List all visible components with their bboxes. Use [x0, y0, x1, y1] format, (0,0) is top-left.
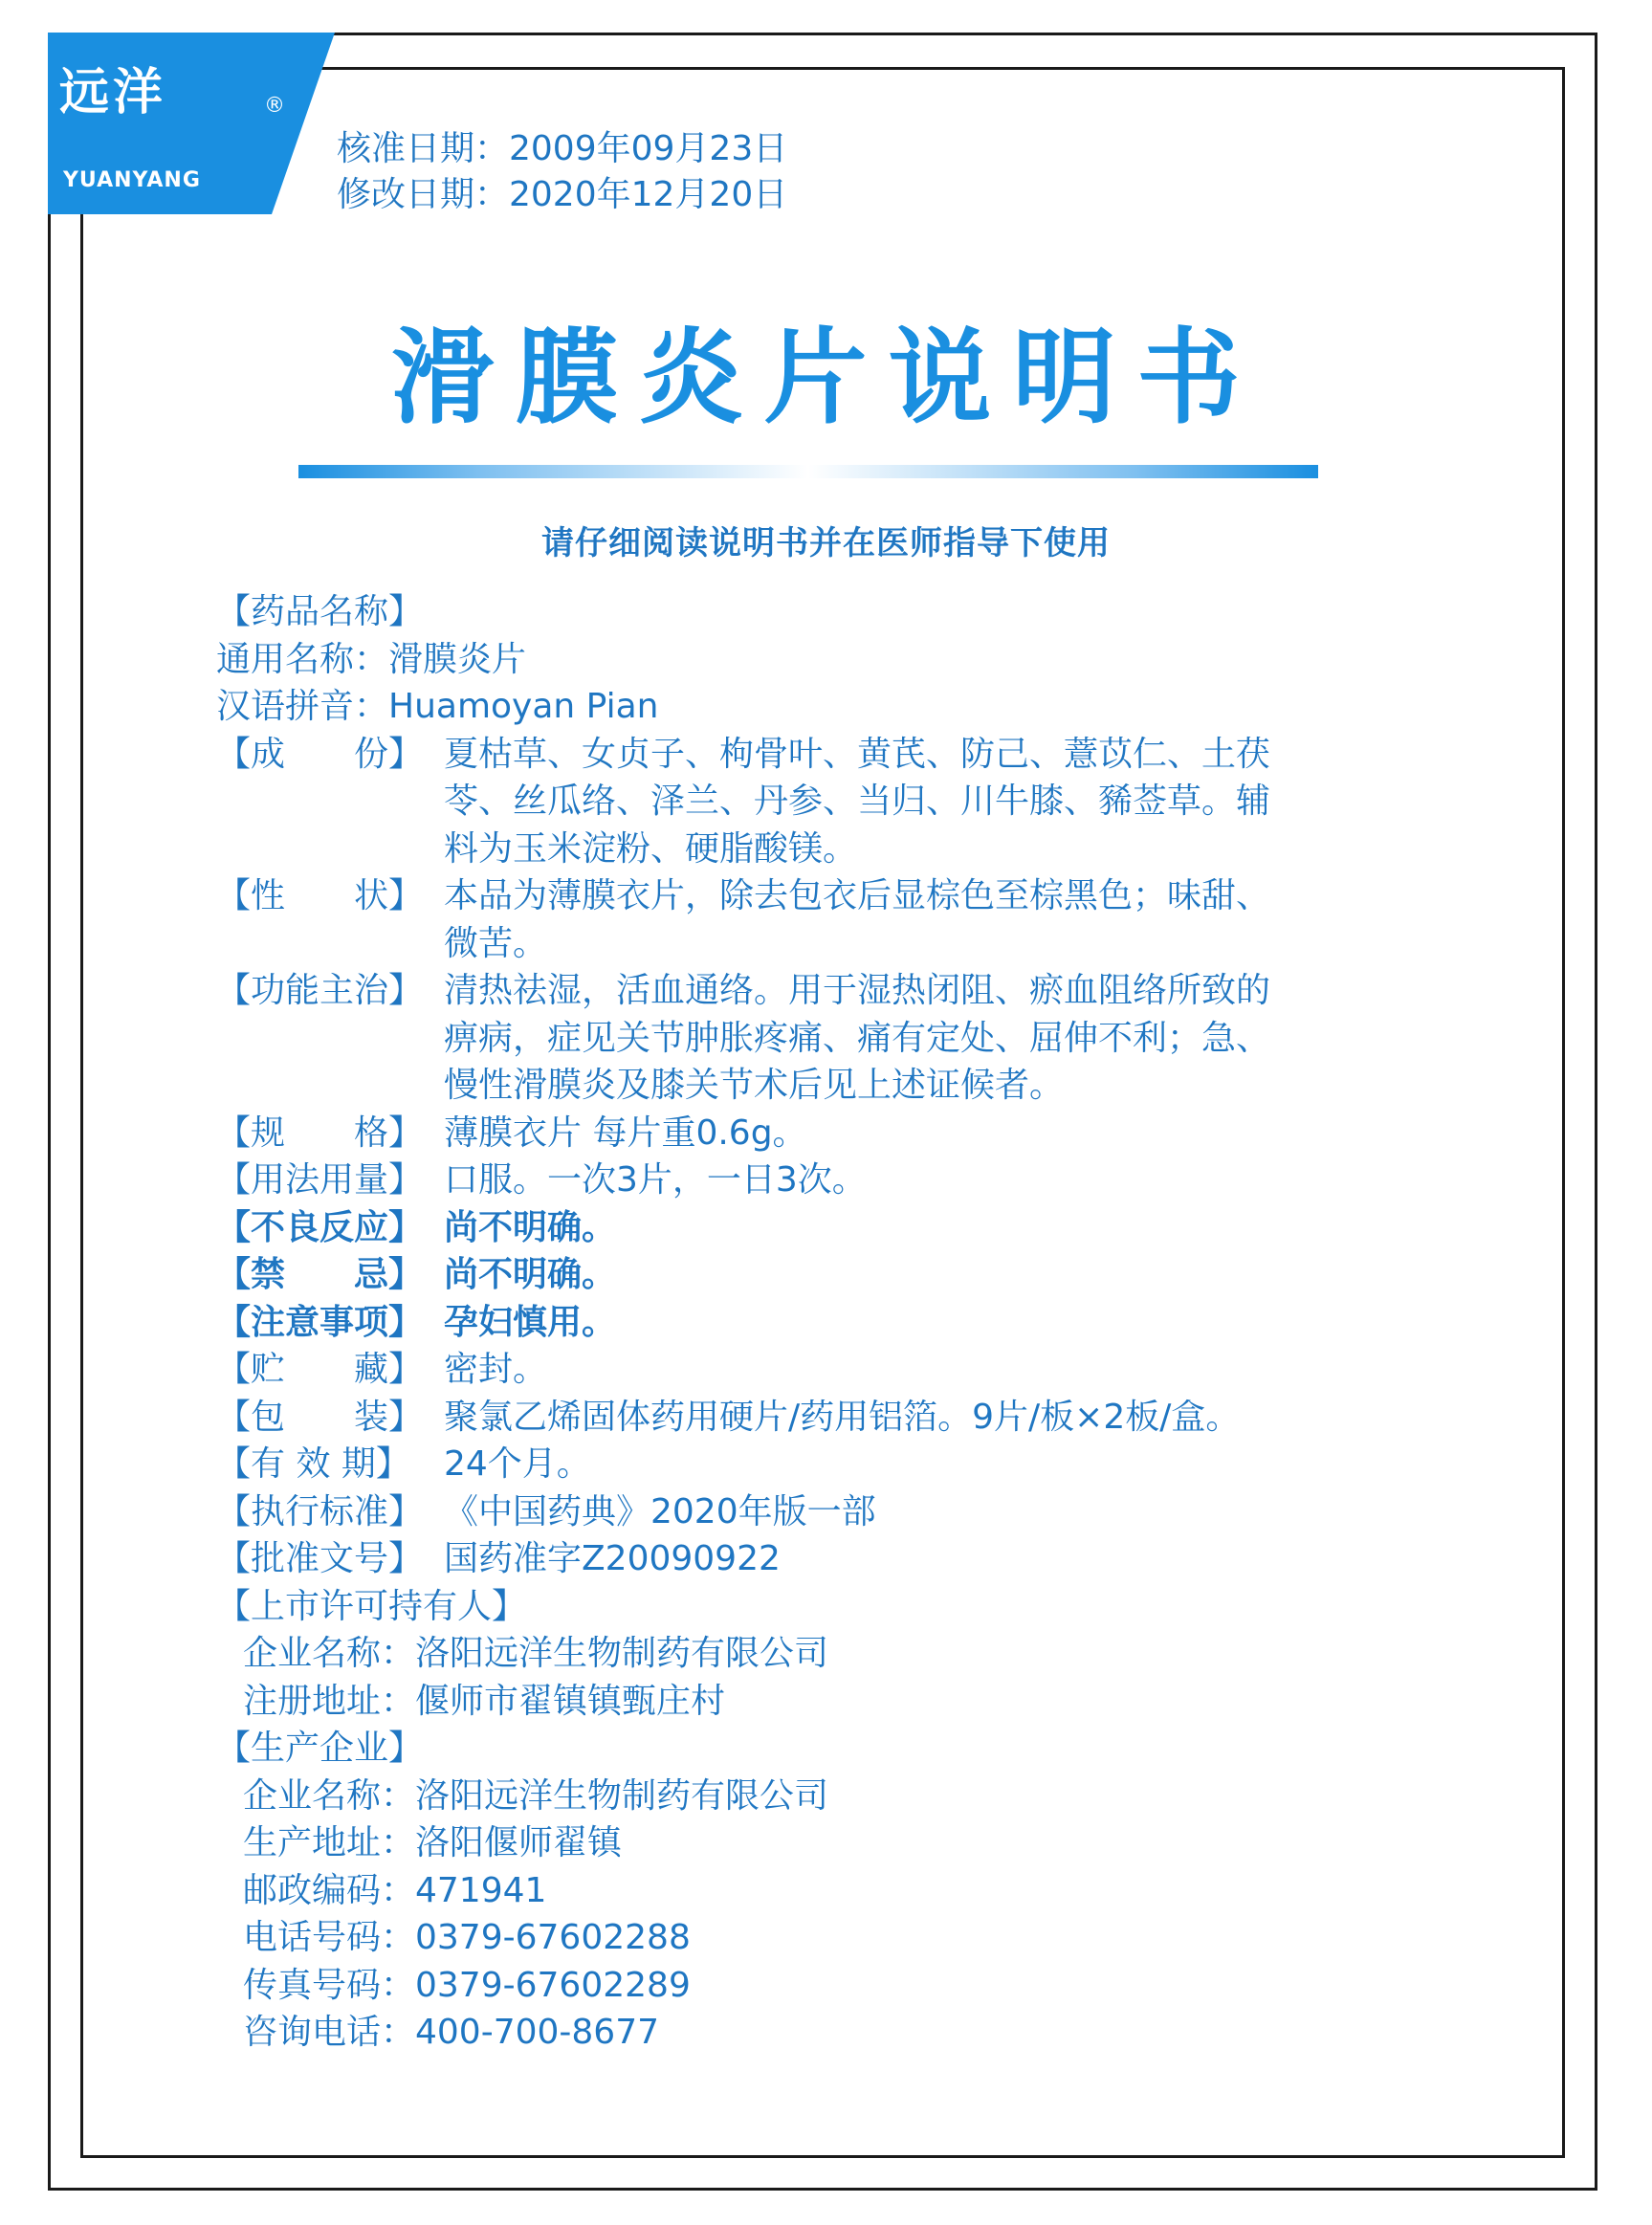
package-text: 聚氯乙烯固体药用硬片/药用铝箔。9片/板×2板/盒。 [444, 1397, 1241, 1437]
ingredients-line: 夏枯草、女贞子、枸骨叶、黄芪、防己、薏苡仁、土茯 [444, 734, 1271, 774]
maker-header: 【生产企业】 [216, 1729, 424, 1768]
holder-company: 企业名称：洛阳远洋生物制药有限公司 [243, 1634, 829, 1673]
approval-section [216, 1535, 1460, 1583]
validity-text: 24个月。 [444, 1444, 591, 1484]
logo-chinese-text: 远洋 [59, 64, 167, 121]
standard-text: 《中国药典》2020年版一部 [444, 1491, 876, 1531]
adverse-section [216, 1204, 1460, 1252]
approval-date: 核准日期：2009年09月23日 [337, 129, 788, 168]
appearance-line: 本品为薄膜衣片，除去包衣后显棕色至棕黑色；味甜、 [444, 876, 1271, 915]
function-line: 痹病，症见关节肿胀疼痛、痛有定处、屈伸不利；急、 [444, 1018, 1271, 1058]
generic-name: 通用名称：滑膜炎片 [216, 639, 527, 679]
storage-section [216, 1346, 1460, 1394]
logo-english-text: YUANYANG [63, 168, 201, 192]
appearance-section [216, 872, 1460, 967]
approval-text: 国药准字Z20090922 [444, 1539, 781, 1578]
page-title: 滑膜炎片说明书 [390, 319, 1262, 438]
caution-label: 【注意事项】 [216, 1302, 424, 1342]
phone-number: 电话号码：0379-67602288 [243, 1918, 691, 1957]
holder-header: 【上市许可持有人】 [216, 1586, 527, 1626]
function-text [444, 967, 1460, 1110]
maker-company: 企业名称：洛阳远洋生物制药有限公司 [243, 1775, 829, 1816]
standard-section [216, 1488, 1460, 1536]
storage-label: 【贮 藏】 [216, 1350, 424, 1389]
spec-label: 【规 格】 [216, 1112, 424, 1153]
package-section [216, 1394, 1460, 1442]
revision-date: 修改日期：2020年12月20日 [337, 175, 788, 214]
date-block [337, 126, 787, 218]
pinyin-name: 汉语拼音：Huamoyan Pian [216, 687, 659, 726]
ingredients-line: 苓、丝瓜络、泽兰、丹参、当归、川牛膝、豨莶草。辅 [444, 782, 1271, 821]
contraindication-text: 尚不明确。 [444, 1255, 617, 1294]
holder-address: 注册地址：偃师市翟镇镇甄庄村 [243, 1681, 726, 1721]
usage-section [216, 1157, 1460, 1204]
function-line: 清热祛湿，活血通络。用于湿热闭阻、瘀血阻络所致的 [444, 971, 1271, 1010]
validity-label: 【有 效 期】 [216, 1444, 410, 1484]
drug-name-header: 【药品名称】 [216, 592, 424, 631]
caution-section [216, 1299, 1460, 1347]
maker-address: 生产地址：洛阳偃师翟镇 [243, 1823, 623, 1862]
function-section [216, 967, 1460, 1110]
appearance-text [444, 872, 1460, 967]
standard-label: 【执行标准】 [216, 1491, 424, 1531]
title-underline [298, 465, 1318, 478]
adverse-label: 【不良反应】 [216, 1207, 424, 1247]
ingredients-line: 料为玉米淀粉、硬脂酸镁。 [444, 828, 858, 869]
appearance-label: 【性 状】 [216, 876, 424, 915]
storage-text: 密封。 [444, 1350, 548, 1389]
fax-number: 传真号码：0379-67602289 [243, 1965, 691, 2005]
contraindication-section [216, 1251, 1460, 1299]
postcode: 邮政编码：471941 [243, 1870, 547, 1910]
ingredients-section [216, 731, 1460, 873]
function-label: 【功能主治】 [216, 971, 424, 1010]
adverse-text: 尚不明确。 [444, 1207, 617, 1247]
function-line: 慢性滑膜炎及膝关节术后见上述证候者。 [444, 1066, 1065, 1105]
package-label: 【包 装】 [216, 1397, 424, 1437]
hotline-number: 咨询电话：400-700-8677 [243, 2013, 660, 2052]
registered-mark: ® [264, 94, 285, 118]
ingredients-label: 【成 份】 [216, 734, 424, 774]
contraindication-label: 【禁 忌】 [216, 1255, 424, 1294]
spec-section [216, 1110, 1460, 1157]
usage-label: 【用法用量】 [216, 1160, 424, 1200]
caution-text: 孕妇慎用。 [444, 1302, 617, 1342]
spec-text: 薄膜衣片 每片重0.6g。 [444, 1112, 807, 1153]
reading-notice: 请仔细阅读说明书并在医师指导下使用 [541, 524, 1111, 562]
approval-label: 【批准文号】 [216, 1539, 424, 1578]
validity-section [216, 1441, 1460, 1488]
appearance-line: 微苦。 [444, 923, 548, 963]
usage-text: 口服。一次3片，一日3次。 [444, 1160, 867, 1200]
leaflet-body [216, 588, 1460, 2057]
ingredients-text [444, 731, 1460, 873]
